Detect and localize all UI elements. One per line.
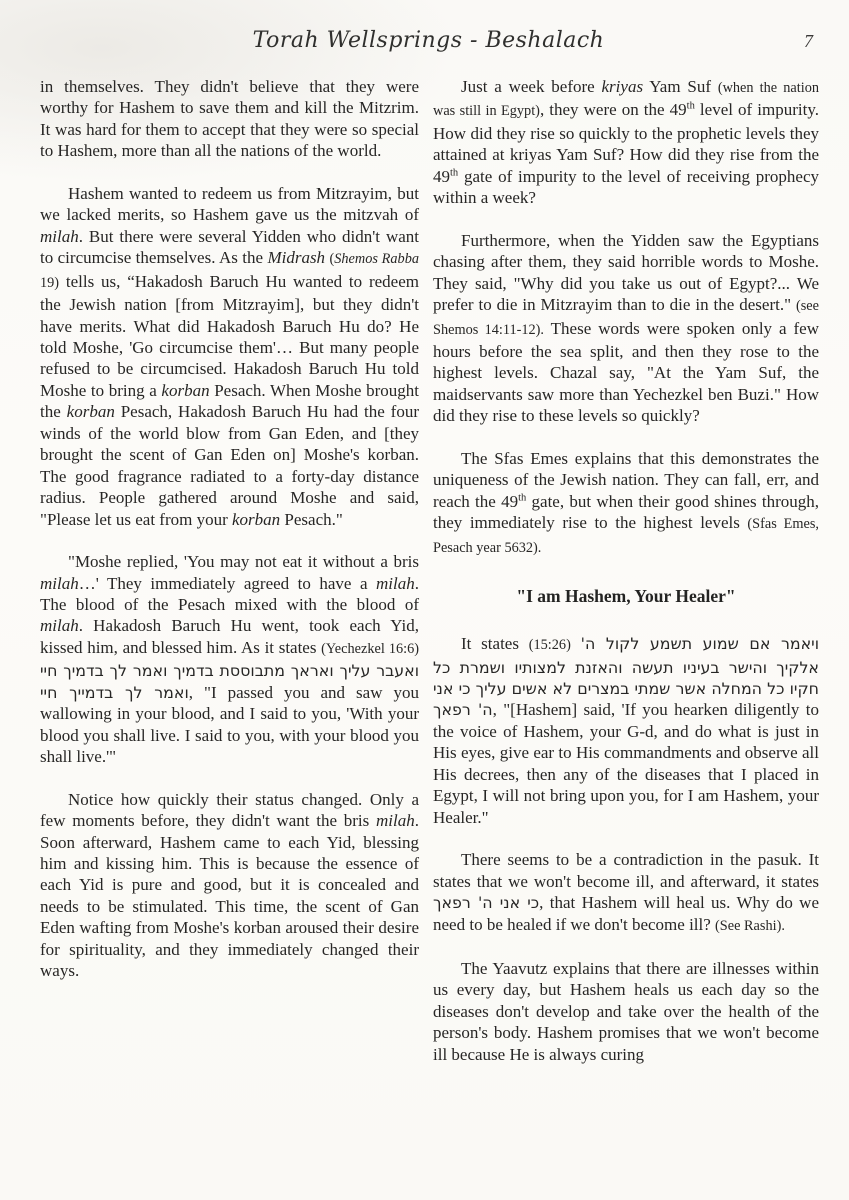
text-run: milah: [376, 811, 415, 831]
text-run: It states: [461, 634, 529, 654]
text-run: These words were spoken only a few hours before the sea split, and then they rose to the highest levels. Chazal say, "At the Yam Suf, the maidservants saw more than Yechezkel ben Buzi." How did they rise to these levels so quickly?: [433, 318, 820, 426]
text-run: milah: [40, 226, 79, 246]
text-run: Pesach.": [280, 509, 343, 529]
text-run: 19): [40, 274, 60, 291]
text-run: (15:26): [528, 637, 571, 654]
paragraph: [433, 448, 819, 559]
text-run: "Moshe replied, 'You may not eat it without a bris: [68, 552, 419, 572]
text-run: level of impurity. How did they rise so quickly to the prophetic levels they attained at kriyas Yam Suf? How did they rise from the 49: [433, 100, 819, 186]
text-run: gate, but when their good shines through, they immediately rise to the highest levels: [433, 491, 819, 533]
text-run: , "[Hashem] said, 'If you hearken diligently to the voice of Hashem, your G-d, and do what is just in His eyes, give ear to His commandments and observe all His decrees, then any of the diseases that I placed in Egypt, I will not bring upon you, for I am Hashem, your Healer.": [433, 700, 820, 827]
text-run: [571, 634, 581, 653]
text-run: gate of impurity to the level of receiving prophecy within a week?: [433, 166, 819, 208]
page-content: [40, 76, 819, 1086]
text-run: , "I passed you and saw you wallowing in your blood, and I said to you, 'With your blood you shall live. I said to you, with your blood you shall live.'": [40, 682, 419, 767]
text-run: Pesach, Hakadosh Baruch Hu had the four winds of the world blow from Gan Eden, and [they brought the scent of Gan Eden on] Moshe's korban. The good fragrance radiated to a forty-day distance radius. People gathered around Moshe and said, "Please let us eat from your: [40, 402, 419, 529]
text-run: Pesach. When Moshe brought the: [40, 380, 419, 422]
text-run: Hashem wanted to redeem us from Mitzrayim, but we lacked merits, so Hashem gave us the mitzvah of: [40, 183, 419, 225]
text-run: milah: [40, 616, 79, 636]
text-run: …' They immediately agreed to have a: [78, 573, 377, 593]
text-run: Just a week before: [461, 77, 602, 96]
document-title: Torah Wellsprings - Beshalach: [252, 28, 605, 53]
paragraph: [40, 789, 419, 982]
paragraph: [433, 633, 819, 828]
text-run: kriyas: [601, 77, 644, 96]
text-run: (See Rashi).: [715, 917, 785, 934]
paragraph: [40, 183, 419, 530]
text-run: . Soon afterward, Hashem came to each Yid, blessing him and kissing him. This is because the essence of each Yid is pure and good, but it is concealed and needs to be stimulated. This time, the scent of Gan Eden wafting from Moshe's korban aroused their desire for spirituality, and they immediately changed their ways.: [40, 811, 419, 981]
hebrew-text: ויאמר אם שמוע תשמע לקול ה' אלקיך והישר בעיניו תעשה והאזנת למצותיו ושמרת כל חקיו כל המחלה אשר שמתי במצרים לא אשים עליך כי אני ה' רפאך: [433, 634, 819, 720]
text-run: milah: [376, 573, 415, 593]
hebrew-text: כי אני ה' רפאך: [433, 893, 540, 913]
text-run: (see Shemos 14:11-12).: [433, 298, 819, 338]
right-column: [433, 76, 819, 1086]
text-run: (Yechezkel 16:6): [321, 640, 419, 657]
text-run: , that Hashem will heal us. Why do we need to be healed if we don't become ill?: [433, 893, 820, 934]
text-run: . The blood of the Pesach mixed with the blood of: [40, 573, 419, 614]
paragraph: [433, 76, 819, 209]
text-run: Furthermore, when the Yidden saw the Egyptians chasing after them, they said horrible words to Moshe. They said, "Why did you take us out of Egypt?... We prefer to die in Mitzrayim than to die in the desert.": [433, 230, 819, 315]
section-heading: "I am Hashem, Your Healer": [516, 586, 736, 607]
text-run: Notice how quickly their status changed. Only a few moments before, they didn't want the bris: [40, 789, 419, 831]
text-run: milah: [40, 573, 79, 593]
text-run: Midrash: [267, 248, 326, 268]
text-run: . But there were several Yidden who didn't want to circumcise themselves. As the: [40, 226, 419, 268]
page-number: 7: [804, 31, 813, 51]
text-run: (when the nation was still in Egypt): [433, 80, 820, 120]
text-run: korban: [232, 509, 281, 529]
text-run: th: [450, 167, 459, 179]
text-run: tells us, “Hakadosh Baruch Hu wanted to redeem the Jewish nation [from Mitzrayim], but they didn't have merits. What did Hakadosh Baruch Hu do? He told Moshe, 'Go circumcise them'… But many people refused to be circumcised. Hakadosh Baruch Hu told Moshe to bring a: [40, 271, 419, 400]
text-run: (Sfas Emes, Pesach year 5632).: [433, 516, 820, 556]
page-header: [40, 28, 817, 62]
text-run: There seems to be a contradiction in the pasuk. It states that we won't become ill, and afterward, it states: [433, 850, 819, 891]
text-run: korban: [66, 402, 115, 422]
paragraph: [433, 230, 819, 427]
paragraph: [433, 958, 819, 1065]
text-run: th: [518, 492, 527, 504]
text-run: The Yaavutz explains that there are illnesses within us every day, but Hashem heals us each day so the diseases don't develop and take over the health of the person's body. Hashem promises that we won't become ill because He is always curing: [433, 958, 819, 1064]
text-run: . Hakadosh Baruch Hu went, took each Yid, kissed him, and blessed him. As it states: [40, 616, 419, 657]
text-run: The Sfas Emes explains that this demonstrates the uniqueness of the Jewish nation. They can fall, err, and reach the 49: [433, 448, 819, 511]
text-run: in themselves. They didn't believe that they were worthy for Hashem to save them and kill the Mitzrim. It was hard for them to accept that they were so special to Hashem, more than all the nations of the world.: [40, 77, 419, 161]
text-run: korban: [161, 380, 210, 400]
text-run: Yam Suf: [643, 77, 718, 96]
paragraph: [40, 76, 419, 162]
left-column: [40, 76, 419, 1086]
hebrew-text: ואעבר עליך ואראך מתבוססת בדמיך ואמר לך בדמיך חיי ואמר לך בדמייך חיי: [40, 661, 419, 702]
text-run: (: [329, 251, 335, 268]
text-run: th: [686, 100, 695, 112]
text-run: , they were on the 49: [539, 100, 687, 120]
text-run: Shemos Rabba: [334, 251, 419, 268]
paragraph: [40, 551, 419, 768]
paragraph: [433, 849, 819, 937]
